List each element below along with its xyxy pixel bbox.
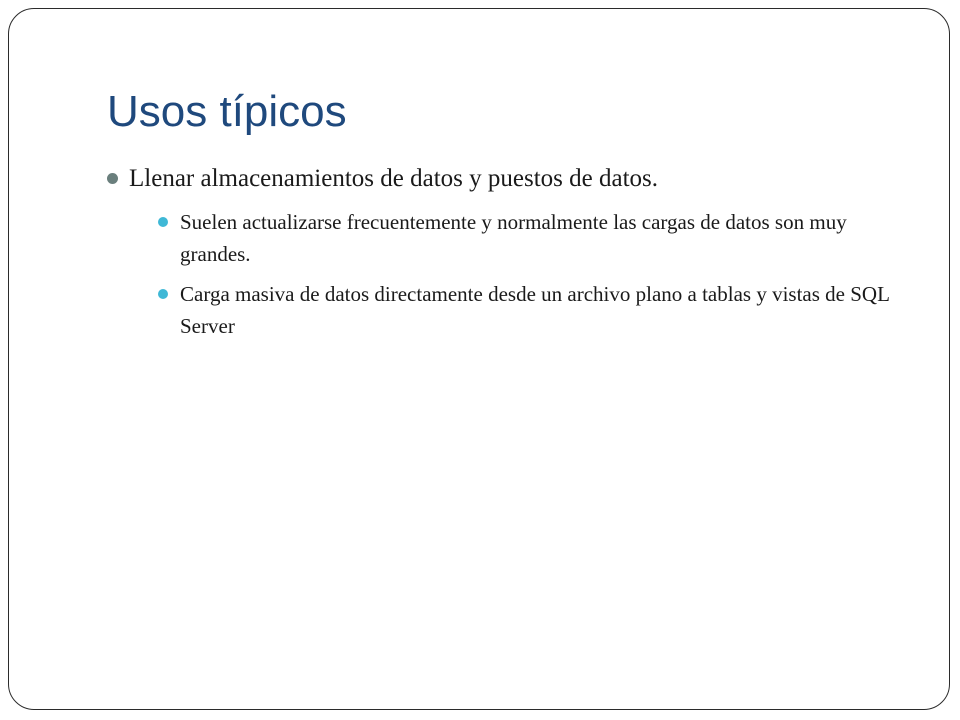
- bullet-dot-icon: [107, 173, 118, 184]
- sub-bullet-item: [158, 206, 897, 270]
- sub-bullet-item: [158, 278, 897, 342]
- bullet-text: Llenar almacenamientos de datos y puestos de datos.: [129, 165, 659, 192]
- sub-bullet-text: Carga masiva de datos directamente desde un archivo plano a tablas y vistas de SQL Server: [180, 282, 890, 338]
- bullet-item: [107, 160, 897, 342]
- bullet-list: [107, 160, 897, 342]
- sub-bullet-dot-icon: [158, 217, 168, 227]
- sub-bullet-dot-icon: [158, 289, 168, 299]
- slide-title: Usos típicos: [107, 87, 347, 136]
- sub-bullet-text: Suelen actualizarse frecuentemente y normalmente las cargas de datos son muy grandes.: [180, 210, 847, 266]
- sub-bullet-list: [129, 206, 897, 342]
